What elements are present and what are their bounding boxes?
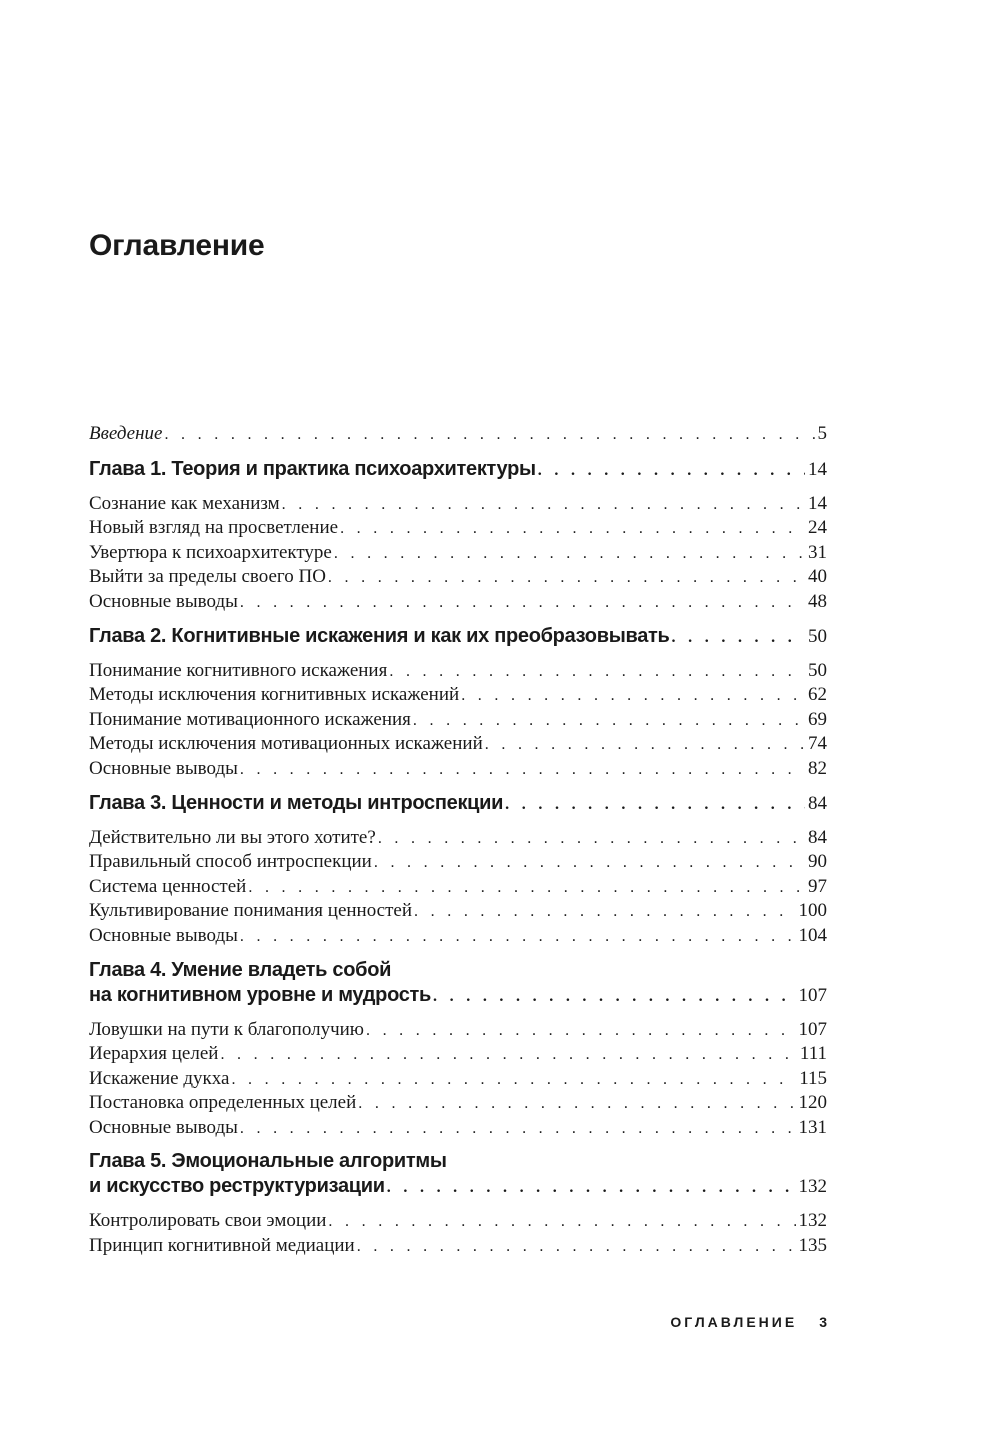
dot-leader [334,542,805,567]
page-footer [560,1311,827,1333]
toc-entry-label: Основные выводы [89,1116,238,1138]
toc-page-number: 50 [808,625,827,647]
toc-entry[interactable] [89,708,827,733]
toc-page-number: 120 [798,1092,827,1114]
toc-page-number: 14 [808,458,827,480]
chapter-heading-line [89,624,827,650]
dot-leader [538,458,805,483]
toc-page-number: 104 [798,924,827,946]
dot-leader [240,758,805,783]
toc-entry[interactable] [89,541,827,566]
chapter-heading-line [89,958,827,983]
toc-entry[interactable] [89,590,827,615]
chapter-title: Глава 2. Когнитивные искажения и как их преобразовывать [89,624,670,647]
chapter-title: Глава 1. Теория и практика психоархитектуры [89,457,536,480]
chapter-1-sections [89,492,827,615]
toc-page-number: 90 [808,851,827,873]
toc-entry-label: Понимание когнитивного искажения [89,659,388,681]
toc-entry[interactable] [89,516,827,541]
chapter-3-heading[interactable] [89,791,827,817]
toc-page-number: 100 [798,900,827,922]
toc-page-number: 132 [798,1210,827,1232]
chapter-heading-line [89,791,827,817]
toc-entry-label: Основные выводы [89,590,238,612]
toc-entry[interactable] [89,1042,827,1067]
dot-leader [378,827,805,852]
toc-page-number: 84 [808,792,827,814]
toc-page-number: 97 [808,875,827,897]
dot-leader [413,709,805,734]
toc-entry[interactable] [89,1091,827,1116]
toc-entry-label: Постановка определенных целей [89,1092,357,1114]
toc-page-number: 111 [799,1043,827,1065]
toc-page-number: 31 [808,541,827,563]
dot-leader [366,1019,796,1044]
toc-entry-label: Действительно ли вы этого хотите? [89,826,376,848]
toc-entry-label: Методы исключения мотивационных искажений [89,733,483,755]
toc-entry[interactable] [89,757,827,782]
dot-leader [164,423,814,448]
chapter-4-heading[interactable] [89,958,827,1009]
toc-page-number: 115 [799,1067,827,1089]
chapter-heading-line [89,457,827,483]
toc-page-number: 50 [808,659,827,681]
toc-entry-label: Система ценностей [89,875,247,897]
chapter-heading-line [89,983,827,1009]
toc-page-number: 5 [817,423,827,444]
dot-leader [248,876,805,901]
toc-entry[interactable] [89,875,827,900]
toc-entry[interactable] [89,683,827,708]
dot-leader [282,493,805,518]
chapter-5-heading[interactable] [89,1149,827,1200]
dot-leader [389,660,805,685]
chapter-5-sections [89,1209,827,1258]
toc-entry[interactable] [89,492,827,517]
toc-page-number: 82 [808,757,827,779]
toc-page-number: 62 [808,684,827,706]
toc-entry-label: Выйти за пределы своего ПО [89,566,326,588]
chapter-2-heading[interactable] [89,624,827,650]
toc-page-number: 131 [798,1116,827,1138]
toc-page-number: 24 [808,517,827,539]
chapter-title-continued: на когнитивном уровне и мудрость [89,983,432,1006]
chapter-4-sections [89,1018,827,1141]
dot-leader [387,1175,796,1200]
toc-entry[interactable] [89,659,827,684]
dot-leader [328,1210,795,1235]
chapter-heading-line [89,1149,827,1174]
toc-entry[interactable] [89,850,827,875]
chapter-1-heading[interactable] [89,457,827,483]
toc-entry-label: Ловушки на пути к благополучию [89,1018,364,1040]
toc-page-number: 69 [808,708,827,730]
toc-entry[interactable] [89,1116,827,1141]
toc-entry[interactable] [89,1067,827,1092]
toc-page-number: 84 [808,826,827,848]
toc-entry-label: Методы исключения когнитивных искажений [89,684,460,706]
dot-leader [357,1235,796,1260]
toc-entry[interactable] [89,1234,827,1259]
toc-entry[interactable] [89,826,827,851]
toc-entry-label: Принцип когнитивной медиации [89,1235,355,1257]
dot-leader [358,1092,795,1117]
toc-page-number: 107 [798,1018,827,1040]
toc-entry-label: Новый взгляд на просветление [89,517,339,539]
dot-leader [433,984,795,1009]
toc-entry[interactable] [89,924,827,949]
toc-entry-label: Иерархия целей [89,1043,219,1065]
toc-entry-label: Искажение дукха [89,1067,230,1089]
toc-entry-label: Правильный способ интроспекции [89,851,372,873]
dot-leader [461,684,805,709]
toc-entry-label: Увертюра к психоархитектуре [89,541,332,563]
chapter-title-continued: и искусство реструктуризации [89,1175,385,1198]
dot-leader [672,625,805,650]
dot-leader [505,792,805,817]
toc-entry-label: Понимание мотивационного искажения [89,708,411,730]
toc-entry-intro[interactable] [89,422,827,447]
toc-entry-label: Введение [89,423,163,444]
toc-page-number: 14 [808,492,827,514]
dot-leader [374,851,805,876]
table-of-contents [89,422,827,1268]
toc-page-number: 40 [808,566,827,588]
chapter-title: Глава 5. Эмоциональные алгоритмы [89,1150,447,1173]
toc-page-number: 132 [798,1176,827,1198]
toc-entry[interactable] [89,732,827,757]
chapter-3-sections [89,826,827,949]
page-number: 3 [819,1314,827,1330]
dot-leader [240,591,805,616]
toc-entry-label: Контролировать свои эмоции [89,1210,327,1232]
dot-leader [220,1043,796,1068]
toc-entry[interactable] [89,899,827,924]
chapter-title: Глава 3. Ценности и методы интроспекции [89,791,504,814]
page-title: Оглавление [89,229,265,262]
dot-leader [414,900,795,925]
dot-leader [485,733,805,758]
chapter-2-sections [89,659,827,782]
toc-entry[interactable] [89,1209,827,1234]
dot-leader [240,925,796,950]
toc-page-number: 107 [798,984,827,1006]
toc-entry-label: Основные выводы [89,924,238,946]
toc-entry-label: Культивирование понимания ценностей [89,900,413,922]
dot-leader [328,566,805,591]
dot-leader [240,1117,796,1142]
toc-page-number: 48 [808,590,827,612]
toc-entry-label: Основные выводы [89,757,238,779]
toc-page-number: 135 [798,1235,827,1257]
dot-leader [340,517,805,542]
toc-entry[interactable] [89,1018,827,1043]
toc-entry-label: Сознание как механизм [89,492,280,514]
chapter-heading-line [89,1174,827,1200]
toc-page-number: 74 [808,733,827,755]
chapter-title: Глава 4. Умение владеть собой [89,958,392,981]
running-head: ОГЛАВЛЕНИЕ [670,1314,798,1330]
dot-leader [231,1068,796,1093]
toc-entry[interactable] [89,565,827,590]
